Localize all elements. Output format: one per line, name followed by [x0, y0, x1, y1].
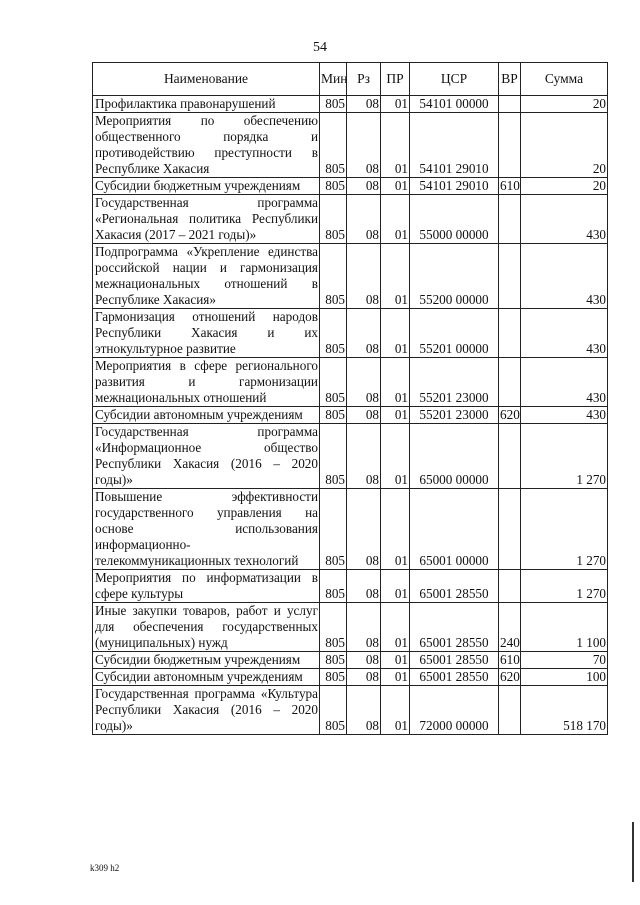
cell-pr: 01	[381, 489, 410, 570]
table-row	[93, 309, 608, 358]
header-pr: ПР	[381, 63, 410, 96]
cell-pr: 01	[381, 652, 410, 669]
cell-pr: 01	[381, 96, 410, 113]
cell-sum: 518 170	[521, 686, 608, 735]
budget-table	[92, 62, 608, 735]
cell-csr: 55201 23000	[410, 358, 499, 407]
cell-name: Профилактика правонарушений	[93, 96, 320, 113]
cell-vr	[499, 570, 521, 603]
table-row	[93, 96, 608, 113]
cell-sum: 430	[521, 309, 608, 358]
cell-name: Субсидии бюджетным учреждениям	[93, 652, 320, 669]
cell-sum: 430	[521, 407, 608, 424]
cell-sum: 20	[521, 113, 608, 178]
cell-rz: 08	[347, 570, 381, 603]
cell-pr: 01	[381, 669, 410, 686]
scan-edge-mark	[632, 822, 634, 882]
header-vr: ВР	[499, 63, 521, 96]
cell-vr: 610	[500, 178, 520, 193]
cell-name: Мероприятия по обеспечению общественного порядка и противодействию преступности в Республике Хакасия	[93, 113, 320, 178]
cell-vr: 620	[500, 669, 520, 684]
cell-pr: 01	[381, 424, 410, 489]
page-number: 54	[313, 40, 327, 55]
table-row	[93, 652, 608, 669]
cell-name: Повышение эффективности государственного управления на основе использования информационно-телекоммуникационных технологий	[93, 489, 320, 570]
table-row	[93, 603, 608, 652]
cell-rz: 08	[347, 407, 381, 424]
cell-rz: 08	[347, 489, 381, 570]
cell-pr: 01	[381, 686, 410, 735]
cell-csr: 54101 29010	[410, 178, 499, 195]
cell-pr: 01	[381, 603, 410, 652]
cell-vr: 620	[500, 407, 520, 422]
cell-vr: 240	[499, 603, 521, 652]
cell-min: 805	[320, 424, 347, 489]
cell-rz: 08	[347, 686, 381, 735]
header-rz: Рз	[347, 63, 381, 96]
cell-csr: 65001 28550	[410, 603, 499, 652]
cell-min: 805	[320, 570, 347, 603]
cell-csr: 55201 23000	[410, 407, 499, 424]
cell-sum: 20	[521, 178, 608, 195]
table-row	[93, 669, 608, 686]
cell-name: Мероприятия по информатизации в сфере культуры	[93, 570, 320, 603]
header-min: Мин	[320, 63, 347, 96]
cell-name: Государственная программа «Культура Республики Хакасия (2016 – 2020 годы)»	[93, 686, 320, 735]
table-body	[93, 96, 608, 735]
cell-name: Субсидии бюджетным учреждениям	[93, 178, 320, 195]
table-row	[93, 113, 608, 178]
table-row	[93, 570, 608, 603]
cell-vr	[499, 195, 521, 244]
cell-name: Иные закупки товаров, работ и услуг для обеспечения государственных (муниципальных) нужд	[93, 603, 320, 652]
table-row	[93, 424, 608, 489]
cell-name: Гармонизация отношений народов Республики Хакасия и их этнокультурное развитие	[93, 309, 320, 358]
cell-pr: 01	[381, 407, 410, 424]
cell-rz: 08	[347, 178, 381, 195]
cell-pr: 01	[381, 113, 410, 178]
cell-rz: 08	[347, 195, 381, 244]
cell-min: 805	[320, 244, 347, 309]
cell-vr	[499, 358, 521, 407]
table-row	[93, 195, 608, 244]
cell-sum: 1 270	[521, 424, 608, 489]
cell-name: Государственная программа «Региональная политика Республики Хакасия (2017 – 2021 годы)»	[93, 195, 320, 244]
cell-rz: 08	[347, 424, 381, 489]
cell-csr: 65001 28550	[410, 652, 499, 669]
table-row	[93, 178, 608, 195]
cell-min: 805	[320, 603, 347, 652]
cell-sum: 430	[521, 195, 608, 244]
cell-sum: 20	[521, 96, 608, 113]
cell-min: 805	[320, 407, 347, 424]
table-row	[93, 686, 608, 735]
cell-sum: 430	[521, 358, 608, 407]
cell-min: 805	[320, 309, 347, 358]
cell-rz: 08	[347, 603, 381, 652]
cell-pr: 01	[381, 195, 410, 244]
table-row	[93, 244, 608, 309]
cell-vr	[499, 96, 521, 113]
table-row	[93, 489, 608, 570]
cell-rz: 08	[347, 113, 381, 178]
cell-pr: 01	[381, 178, 410, 195]
cell-rz: 08	[347, 244, 381, 309]
cell-csr: 54101 00000	[410, 96, 499, 113]
cell-sum: 100	[521, 669, 608, 686]
cell-rz: 08	[347, 669, 381, 686]
cell-vr	[499, 686, 521, 735]
header-csr: ЦСР	[410, 63, 499, 96]
table-row	[93, 407, 608, 424]
header-name: Наименование	[93, 63, 320, 96]
cell-vr	[499, 309, 521, 358]
cell-min: 805	[320, 358, 347, 407]
table-header-row	[93, 63, 608, 96]
cell-csr: 54101 29010	[410, 113, 499, 178]
cell-pr: 01	[381, 309, 410, 358]
cell-vr: 610	[500, 652, 520, 667]
cell-vr	[499, 113, 521, 178]
cell-csr: 55000 00000	[410, 195, 499, 244]
cell-min: 805	[320, 489, 347, 570]
cell-pr: 01	[381, 570, 410, 603]
cell-min: 805	[320, 686, 347, 735]
cell-sum: 70	[521, 652, 608, 669]
cell-csr: 65001 00000	[410, 489, 499, 570]
cell-name: Государственная программа «Информационное общество Республики Хакасия (2016 – 2020 годы)»	[93, 424, 320, 489]
footer-code: k309 h2	[90, 863, 120, 873]
cell-vr	[499, 424, 521, 489]
header-sum: Сумма	[521, 63, 608, 96]
cell-csr: 55201 00000	[410, 309, 499, 358]
cell-name: Мероприятия в сфере регионального развития и гармонизации межнациональных отношений	[93, 358, 320, 407]
cell-rz: 08	[347, 358, 381, 407]
cell-rz: 08	[347, 96, 381, 113]
cell-csr: 65001 28550	[410, 570, 499, 603]
cell-sum: 1 270	[521, 489, 608, 570]
cell-csr: 72000 00000	[410, 686, 499, 735]
cell-min: 805	[320, 96, 347, 113]
cell-csr: 65001 28550	[410, 669, 499, 686]
cell-sum: 1 100	[521, 603, 608, 652]
cell-min: 805	[320, 178, 347, 195]
cell-vr	[499, 244, 521, 309]
cell-pr: 01	[381, 244, 410, 309]
cell-min: 805	[320, 669, 347, 686]
cell-name: Подпрограмма «Укрепление единства российской нации и гармонизация межнациональных отношений в Республике Хакасия»	[93, 244, 320, 309]
cell-pr: 01	[381, 358, 410, 407]
cell-csr: 55200 00000	[410, 244, 499, 309]
table-row	[93, 358, 608, 407]
cell-vr	[499, 489, 521, 570]
cell-rz: 08	[347, 652, 381, 669]
cell-rz: 08	[347, 309, 381, 358]
cell-name: Субсидии автономным учреждениям	[93, 669, 320, 686]
cell-sum: 1 270	[521, 570, 608, 603]
cell-sum: 430	[521, 244, 608, 309]
cell-min: 805	[320, 652, 347, 669]
cell-min: 805	[320, 195, 347, 244]
cell-name: Субсидии автономным учреждениям	[93, 407, 320, 424]
cell-csr: 65000 00000	[410, 424, 499, 489]
cell-min: 805	[320, 113, 347, 178]
